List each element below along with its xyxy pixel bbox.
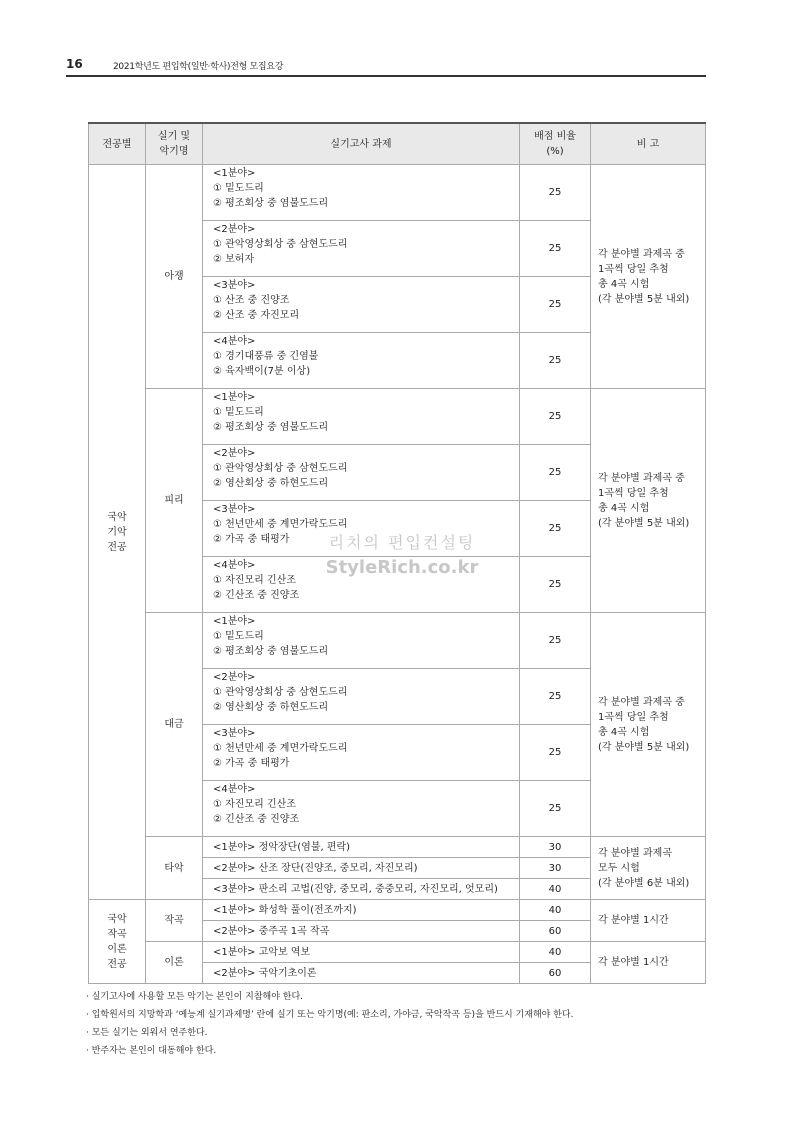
score-cell: 30 [520, 837, 591, 858]
task-cell: <1분야> 화성학 풀이(전조까지) [203, 900, 520, 921]
score-cell: 25 [520, 781, 591, 837]
instrument-name: 작곡 [146, 900, 203, 942]
task-cell: <3분야> ① 천년만세 중 계면가락도드리 ② 가곡 중 태평가 [203, 501, 520, 557]
col-header-score: 배점 비율 (%) [520, 123, 591, 165]
note-item: · 모든 실기는 외워서 연주한다. [86, 1028, 208, 1038]
task-cell: <3분야> 판소리 고법(진양, 중모리, 중중모리, 자진모리, 엇모리) [203, 879, 520, 900]
table-row [89, 942, 706, 963]
task-cell: <4분야> ① 경기대풍류 중 긴염불 ② 육자백이(7분 이상) [203, 333, 520, 389]
task-cell: <2분야> 중주곡 1곡 작곡 [203, 921, 520, 942]
remark-cell: 각 분야별 과제곡 모두 시험 (각 분야별 6분 내외) [591, 837, 706, 900]
table-row [89, 613, 706, 669]
col-header-task: 실기고사 과제 [203, 123, 520, 165]
note-item: · 실기고사에 사용할 모든 악기는 본인이 지참해야 한다. [86, 992, 304, 1002]
task-cell: <1분야> ① 밑도드리 ② 평조회상 중 염불도드리 [203, 165, 520, 221]
score-cell: 40 [520, 942, 591, 963]
instrument-name: 아쟁 [146, 165, 203, 389]
major-cell-composition: 국악 작곡 이론 전공 [89, 900, 146, 984]
instrument-name: 타악 [146, 837, 203, 900]
watermark: 리치의 편입컨설팅 StyleRich.co.kr [325, 533, 479, 578]
task-cell: <1분야> 고악보 역보 [203, 942, 520, 963]
col-header-note: 비 고 [591, 123, 706, 165]
score-cell: 25 [520, 221, 591, 277]
header-title: 2021학년도 편입학(일반·학사)전형 모집요강 [113, 62, 284, 72]
notes [86, 988, 573, 1060]
score-cell: 25 [520, 557, 591, 613]
task-cell: <2분야> 산조 장단(진양조, 중모리, 자진모리) [203, 858, 520, 879]
task-cell: <3분야> ① 산조 중 진양조 ② 산조 중 자진모리 [203, 277, 520, 333]
score-cell: 25 [520, 725, 591, 781]
task-cell: <2분야> ① 관악영상회상 중 삼현도드리 ② 영산회상 중 하현도드리 [203, 669, 520, 725]
score-cell: 60 [520, 921, 591, 942]
task-cell: <2분야> ① 관악영상회상 중 삼현도드리 ② 보허자 [203, 221, 520, 277]
score-cell: 25 [520, 445, 591, 501]
score-cell: 30 [520, 858, 591, 879]
score-cell: 60 [520, 963, 591, 984]
note-item: · 반주자는 본인이 대동해야 한다. [86, 1046, 217, 1056]
score-cell: 25 [520, 165, 591, 221]
task-cell: <2분야> ① 관악영상회상 중 삼현도드리 ② 영산회상 중 하현도드리 [203, 445, 520, 501]
task-cell: <1분야> ① 밑도드리 ② 평조회상 중 염불도드리 [203, 613, 520, 669]
task-cell: <1분야> ① 밑도드리 ② 평조회상 중 염불도드리 [203, 389, 520, 445]
remark-cell: 각 분야별 과제곡 중 1곡씩 당일 추첨 총 4곡 시험 (각 분야별 5분 내외) [591, 165, 706, 389]
task-cell: <3분야> ① 천년만세 중 계면가락도드리 ② 가곡 중 태평가 [203, 725, 520, 781]
instrument-name: 이론 [146, 942, 203, 984]
instrument-name: 피리 [146, 389, 203, 613]
score-cell: 40 [520, 900, 591, 921]
score-cell: 25 [520, 613, 591, 669]
task-cell: <1분야> 정악장단(염불, 편락) [203, 837, 520, 858]
remark-cell: 각 분야별 1시간 [591, 942, 706, 984]
instrument-name: 대금 [146, 613, 203, 837]
page-number: 16 [66, 57, 83, 71]
table-row [89, 837, 706, 858]
task-cell: <4분야> ① 자진모리 긴산조 ② 긴산조 중 진양조 [203, 557, 520, 613]
task-cell: <2분야> 국악기초이론 [203, 963, 520, 984]
score-cell: 25 [520, 389, 591, 445]
table-row [89, 900, 706, 921]
task-cell: <4분야> ① 자진모리 긴산조 ② 긴산조 중 진양조 [203, 781, 520, 837]
col-header-instrument: 실기 및 악기명 [146, 123, 203, 165]
remark-cell: 각 분야별 과제곡 중 1곡씩 당일 추첨 총 4곡 시험 (각 분야별 5분 내외) [591, 613, 706, 837]
note-item: · 입학원서의 지망학과 ‘예능계 실기과제명’ 란에 실기 또는 악기명(예: 판소리, 가야금, 국악작곡 등)을 반드시 기재해야 한다. [86, 1010, 574, 1020]
score-cell: 25 [520, 669, 591, 725]
table-header-row [89, 123, 706, 165]
major-cell-instrumental: 국악 기악 전공 [89, 165, 146, 900]
col-header-major: 전공별 [89, 123, 146, 165]
page-header [66, 57, 706, 77]
remark-cell: 각 분야별 1시간 [591, 900, 706, 942]
score-cell: 25 [520, 501, 591, 557]
score-cell: 40 [520, 879, 591, 900]
table-row [89, 389, 706, 445]
remark-cell: 각 분야별 과제곡 중 1곡씩 당일 추첨 총 4곡 시험 (각 분야별 5분 내외) [591, 389, 706, 613]
table-row [89, 165, 706, 221]
score-cell: 25 [520, 277, 591, 333]
score-cell: 25 [520, 333, 591, 389]
